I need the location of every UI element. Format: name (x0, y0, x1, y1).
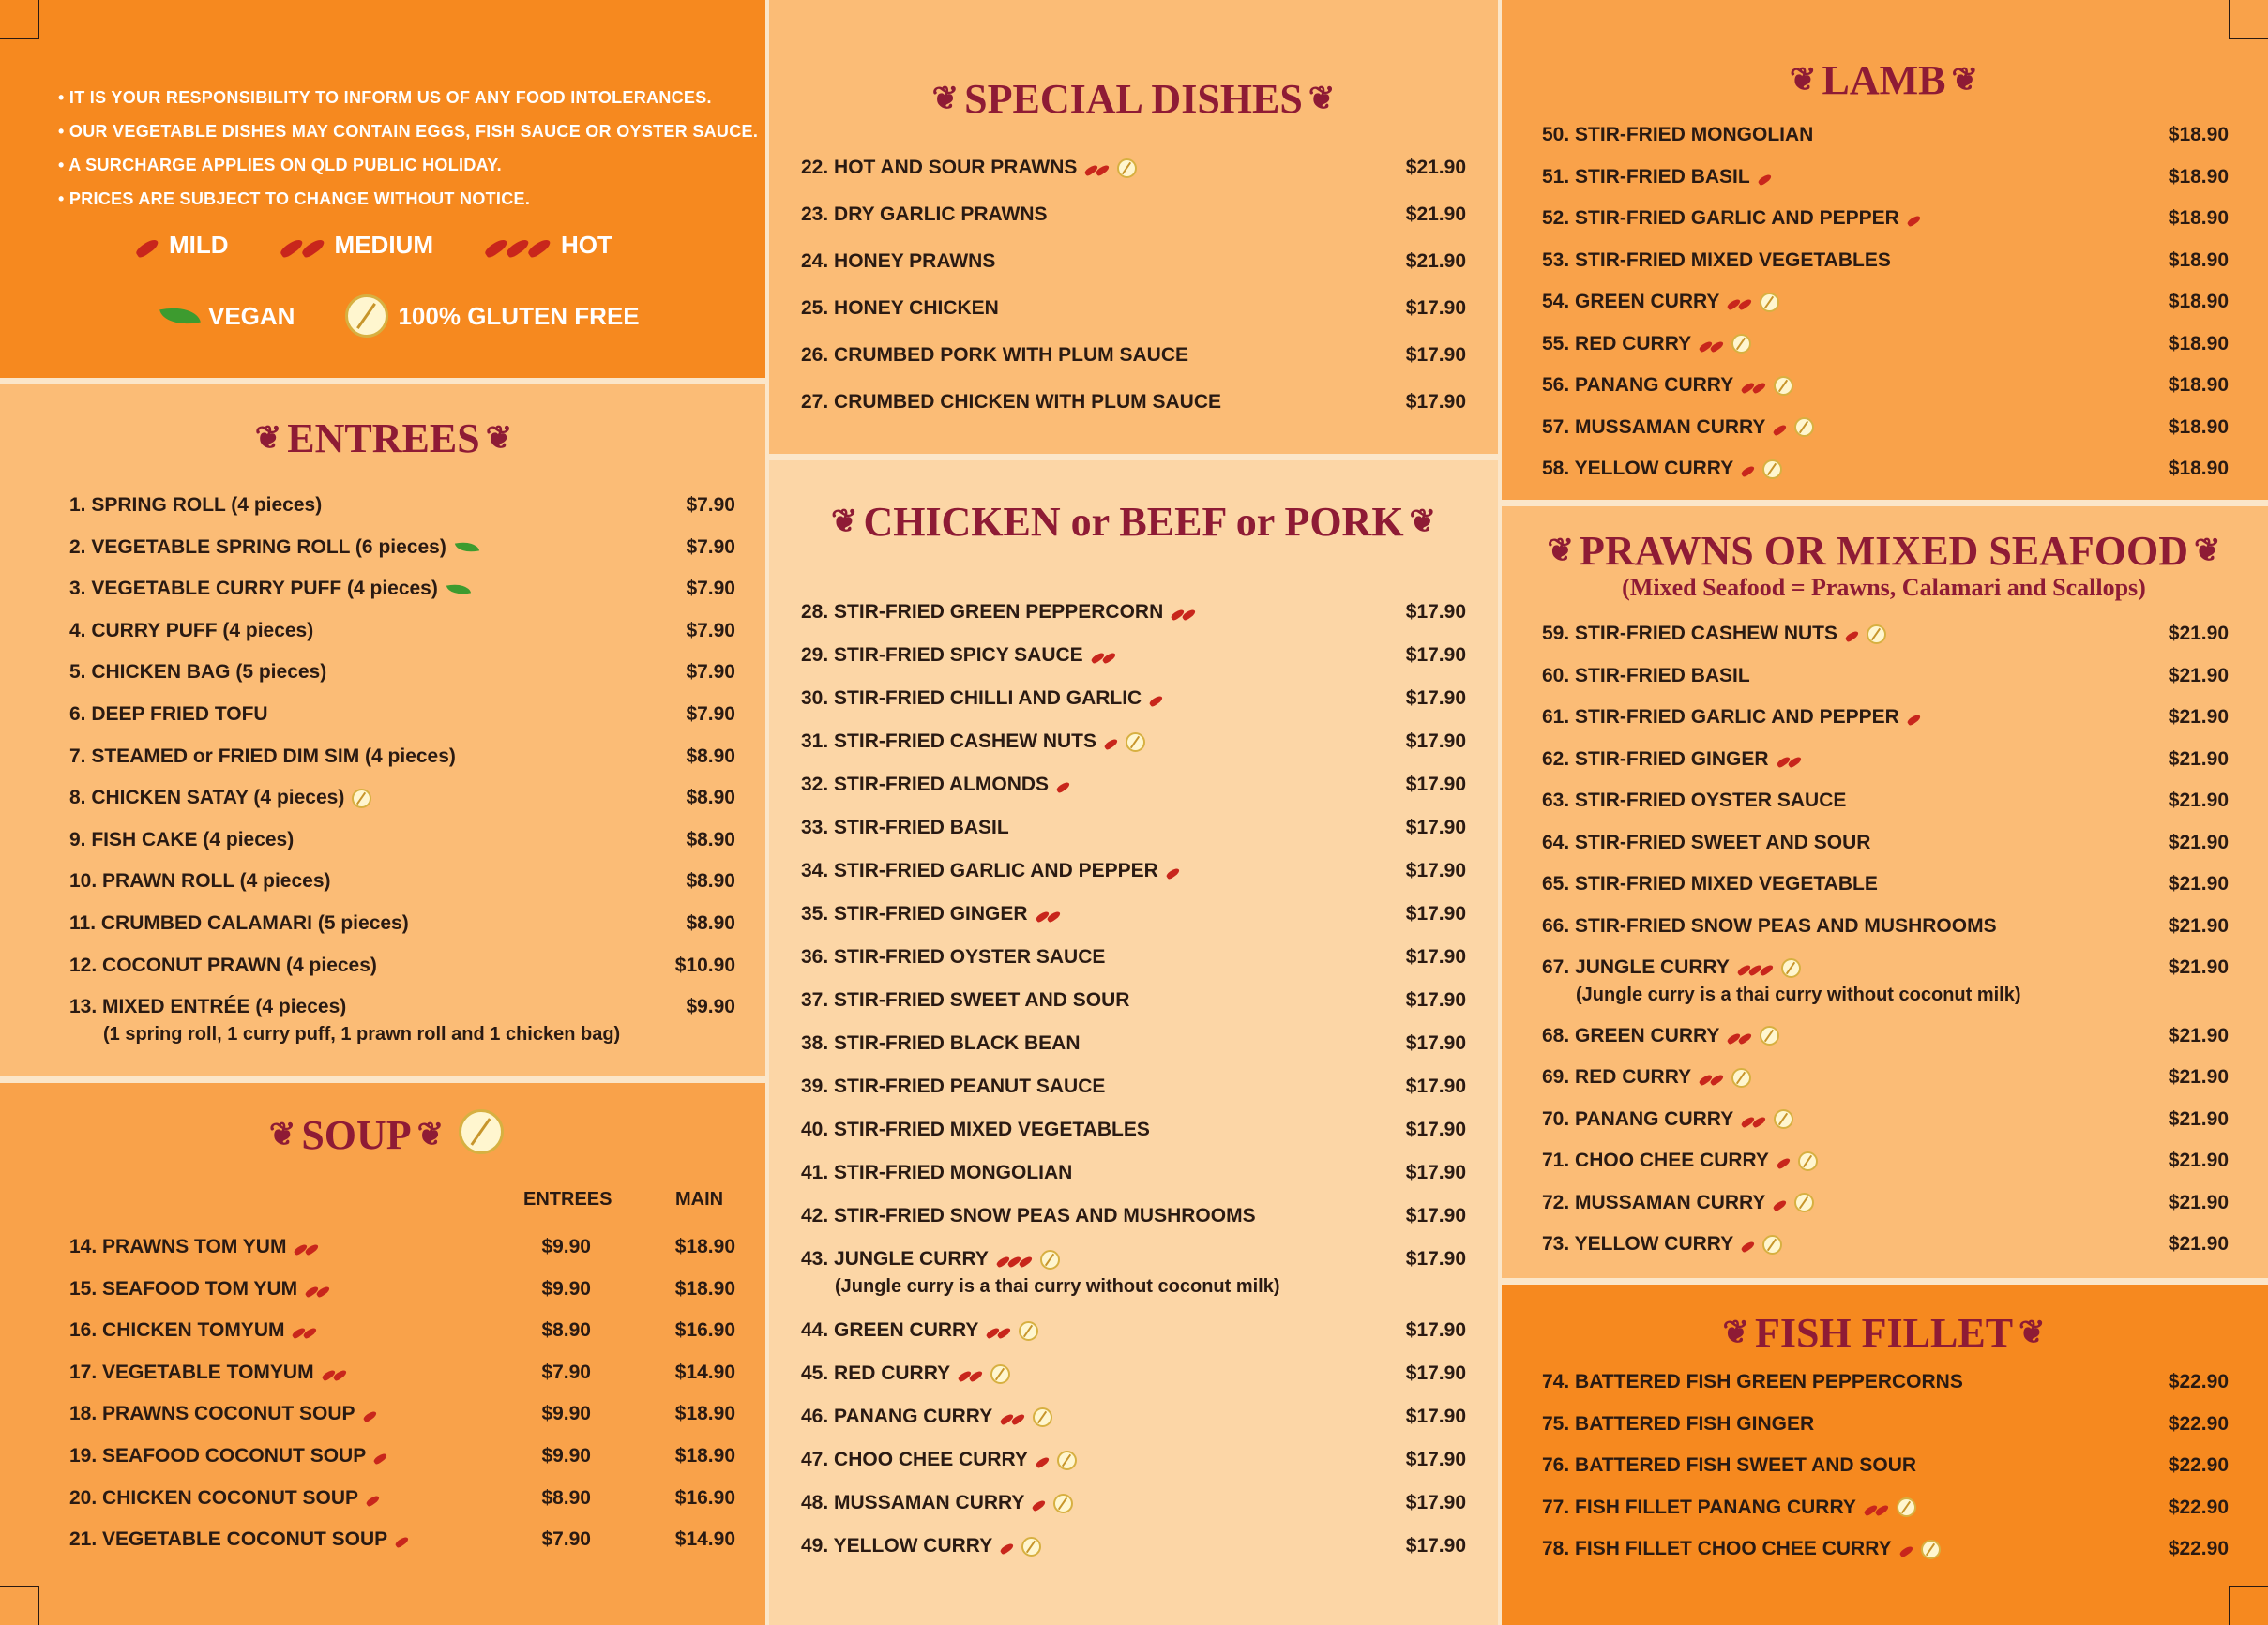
chili-icon (1081, 157, 1110, 179)
chili-icon (1733, 956, 1774, 979)
fish-title: FISH FILLET (1754, 1310, 2014, 1356)
lamb-title: LAMB (1822, 57, 1946, 103)
menu-item-name: 38. STIR-FRIED BLACK BEAN (801, 1032, 1081, 1054)
gluten-free-icon (1774, 1109, 1793, 1129)
menu-item-name: 31. STIR-FRIED CASHEW NUTS (801, 730, 1145, 753)
chili-icon (1773, 1150, 1791, 1172)
soup-entree-price: $9.90 (541, 1403, 591, 1425)
gluten-free-icon (1794, 417, 1814, 437)
leaf-icon (159, 302, 201, 330)
gluten-free-icon (1021, 1537, 1041, 1557)
menu-item-price: $21.90 (2168, 1191, 2229, 1213)
menu-item-price: $21.90 (2168, 1024, 2229, 1046)
chili-icon (290, 1236, 319, 1258)
entrees-section (0, 384, 767, 1076)
chili-icon (996, 1406, 1025, 1428)
menu-item-price: $10.90 (674, 954, 735, 976)
legend-gluten-free-label: 100% GLUTEN FREE (398, 301, 640, 330)
section-title: ❦ SOUP ❦ (0, 1109, 767, 1159)
menu-item-name: 42. STIR-FRIED SNOW PEAS AND MUSHROOMS (801, 1205, 1256, 1226)
menu-item-name: 45. RED CURRY (801, 1362, 1010, 1385)
menu-item-price: $7.90 (686, 703, 735, 725)
menu-item-price: $21.90 (2168, 1066, 2229, 1088)
menu-item-name: 16. CHICKEN TOMYUM (69, 1319, 317, 1342)
gluten-free-icon (1731, 1068, 1751, 1088)
menu-item-price: $8.90 (686, 787, 735, 809)
menu-item-name: 62. STIR-FRIED GINGER (1542, 748, 1802, 771)
menu-item-price: $7.90 (686, 494, 735, 516)
chili-icon (1773, 748, 1802, 771)
chili-icon (1695, 333, 1724, 355)
menu-item-name: 76. BATTERED FISH SWEET AND SOUR (1542, 1454, 1917, 1476)
chicken-beef-pork-section (767, 460, 1500, 1625)
gluten-free-icon (1921, 1540, 1941, 1559)
menu-item-name: 20. CHICKEN COCONUT SOUP (69, 1487, 380, 1510)
gluten-free-icon (1762, 1235, 1782, 1255)
menu-item-note: (Jungle curry is a thai curry without coconut milk) (835, 1276, 1280, 1297)
menu-item-name: 4. CURRY PUFF (4 pieces) (69, 619, 314, 641)
menu-item-name: 52. STIR-FRIED GARLIC AND PEPPER (1542, 207, 1921, 230)
chili-icon (1167, 601, 1196, 624)
crop-mark (0, 1586, 39, 1625)
chili-icon (1032, 1449, 1050, 1471)
menu-item-name: 23. DRY GARLIC PRAWNS (801, 203, 1048, 225)
chili-icon (1737, 458, 1755, 480)
soup-main-price: $14.90 (674, 1528, 735, 1551)
menu-item-price: $7.90 (686, 661, 735, 684)
soup-entree-price: $8.90 (541, 1319, 591, 1342)
gluten-free-icon (352, 789, 371, 808)
crop-mark (2229, 0, 2268, 39)
menu-item-price: $18.90 (2168, 248, 2229, 271)
menu-item-name: 78. FISH FILLET CHOO CHEE CURRY (1542, 1538, 1941, 1560)
menu-item-name: 74. BATTERED FISH GREEN PEPPERCORNS (1542, 1371, 1963, 1392)
menu-item-name: 17. VEGETABLE TOMYUM (69, 1362, 347, 1384)
menu-item-price: $17.90 (1405, 297, 1466, 319)
gluten-free-icon (1057, 1451, 1077, 1470)
special-dishes-section (767, 0, 1500, 454)
menu-item-name: 11. CRUMBED CALAMARI (5 pieces) (69, 912, 409, 934)
gluten-free-icon (1774, 376, 1793, 396)
chili-icon (1032, 903, 1061, 925)
menu-item-name: 10. PRAWN ROLL (4 pieces) (69, 870, 331, 893)
column-divider (765, 0, 769, 1625)
legend-mild-label: MILD (169, 231, 229, 259)
chili-icon (1841, 623, 1859, 645)
menu-item-name: 33. STIR-FRIED BASIL (801, 817, 1009, 838)
chili-icon (1860, 1497, 1889, 1519)
soup-entree-price: $7.90 (541, 1528, 591, 1551)
menu-item-price: $17.90 (1405, 1248, 1466, 1270)
menu-item-name: 75. BATTERED FISH GINGER (1542, 1412, 1815, 1435)
soup-title: SOUP (301, 1112, 412, 1158)
leaf-icon (446, 580, 471, 597)
legend-mild (131, 231, 229, 260)
chili-icon (1903, 207, 1921, 230)
menu-item-name: 77. FISH FILLET PANANG CURRY (1542, 1497, 1916, 1519)
menu-item-name: 29. STIR-FRIED SPICY SAUCE (801, 644, 1116, 667)
gluten-free-icon (990, 1364, 1010, 1384)
menu-item-name: 12. COCONUT PRAWN (4 pieces) (69, 954, 377, 976)
menu-item-price: $17.90 (1405, 1032, 1466, 1054)
chili-icon (480, 231, 552, 260)
menu-item-name: 51. STIR-FRIED BASIL (1542, 166, 1772, 188)
menu-item-price: $17.90 (1405, 989, 1466, 1011)
menu-item-name: 13. MIXED ENTRÉE (4 pieces) (69, 996, 347, 1018)
chili-icon (1737, 1108, 1766, 1131)
chili-icon (1087, 644, 1116, 667)
menu-item-name: 67. JUNGLE CURRY (1542, 956, 1801, 979)
gluten-free-icon (459, 1109, 504, 1154)
menu-item-name: 6. DEEP FRIED TOFU (69, 703, 268, 725)
menu-item-name: 64. STIR-FRIED SWEET AND SOUR (1542, 831, 1871, 853)
menu-item-price: $18.90 (2168, 124, 2229, 145)
legend-hot-label: HOT (560, 231, 612, 259)
chili-icon (954, 1362, 983, 1385)
divider (0, 1076, 767, 1083)
soup-section (0, 1083, 767, 1625)
menu-item-price: $8.90 (686, 745, 735, 767)
menu-item-price: $21.90 (1405, 250, 1466, 272)
chili-icon (359, 1403, 377, 1425)
menu-item-price: $17.90 (1405, 1406, 1466, 1427)
menu-item-name: 48. MUSSAMAN CURRY (801, 1492, 1073, 1514)
menu-item-name: 41. STIR-FRIED MONGOLIAN (801, 1162, 1073, 1183)
menu-item-price: $17.90 (1405, 774, 1466, 795)
chili-icon (1145, 687, 1163, 710)
menu-item-price: $18.90 (2168, 165, 2229, 188)
chili-icon (370, 1445, 387, 1467)
menu-item-name: 36. STIR-FRIED OYSTER SAUCE (801, 946, 1106, 968)
chili-icon (301, 1278, 330, 1301)
gluten-free-icon (1798, 1151, 1818, 1171)
divider (1500, 500, 2268, 506)
gluten-free-icon (1760, 293, 1779, 312)
menu-item-price: $17.90 (1405, 730, 1466, 752)
chili-icon (1903, 706, 1921, 729)
chili-icon (1100, 730, 1118, 753)
menu-item-price: $17.90 (1405, 1205, 1466, 1226)
chili-icon (318, 1362, 347, 1384)
menu-item-price: $17.90 (1405, 903, 1466, 925)
legend-vegan (156, 302, 295, 331)
chili-icon (1695, 1066, 1724, 1089)
menu-item-price: $8.90 (686, 912, 735, 934)
divider (1500, 1278, 2268, 1285)
spice-legend (131, 231, 612, 260)
menu-item-name: 68. GREEN CURRY (1542, 1025, 1779, 1047)
menu-item-name: 3. VEGETABLE CURRY PUFF (4 pieces) (69, 578, 470, 600)
menu-item-price: $21.90 (2168, 831, 2229, 853)
menu-item-price: $21.90 (2168, 1150, 2229, 1171)
soup-entree-price: $9.90 (541, 1236, 591, 1257)
menu-item-name: 30. STIR-FRIED CHILLI AND GARLIC (801, 687, 1163, 710)
chicken-title: CHICKEN or BEEF or PORK (863, 499, 1404, 545)
menu-item-price: $7.90 (686, 619, 735, 641)
menu-item-price: $17.90 (1405, 1319, 1466, 1341)
section-title: ❦ PRAWNS OR MIXED SEAFOOD ❦ (1547, 528, 2221, 574)
menu-item-price: $22.90 (2168, 1496, 2229, 1518)
chili-icon (992, 1248, 1033, 1271)
menu-item-name: 60. STIR-FRIED BASIL (1542, 664, 1750, 686)
soup-entree-price: $9.90 (541, 1445, 591, 1467)
menu-item-price: $21.90 (2168, 873, 2229, 895)
menu-item-price: $17.90 (1405, 1076, 1466, 1097)
menu-item-price: $17.90 (1405, 1162, 1466, 1183)
menu-item-name: 71. CHOO CHEE CURRY (1542, 1150, 1818, 1172)
menu-item-name: 1. SPRING ROLL (4 pieces) (69, 494, 323, 516)
menu-item-name: 47. CHOO CHEE CURRY (801, 1449, 1077, 1471)
menu-item-price: $17.90 (1405, 860, 1466, 881)
menu-item-name: 63. STIR-FRIED OYSTER SAUCE (1542, 790, 1847, 811)
chili-icon (1723, 291, 1752, 313)
soup-main-price: $18.90 (674, 1445, 735, 1467)
menu-item-name: 73. YELLOW CURRY (1542, 1233, 1782, 1256)
soup-col-entrees: ENTREES (523, 1189, 612, 1210)
prawns-seafood-section (1500, 506, 2268, 1278)
chili-icon (1737, 1233, 1755, 1256)
menu-item-name: 59. STIR-FRIED CASHEW NUTS (1542, 623, 1886, 645)
fish-fillet-section (1500, 1285, 2268, 1625)
gluten-free-icon (1117, 158, 1137, 178)
gluten-free-icon (345, 294, 388, 338)
menu-item-name: 56. PANANG CURRY (1542, 374, 1793, 397)
menu-item-price: $21.90 (2168, 706, 2229, 728)
column-divider (1498, 0, 1502, 1625)
menu-item-note: (1 spring roll, 1 curry puff, 1 prawn roll and 1 chicken bag) (103, 1024, 621, 1046)
menu-item-name: 22. HOT AND SOUR PRAWNS (801, 157, 1137, 179)
gluten-free-icon (1781, 958, 1801, 978)
menu-item-price: $17.90 (1405, 817, 1466, 838)
menu-item-name: 58. YELLOW CURRY (1542, 458, 1782, 480)
diet-legend (156, 294, 640, 338)
menu-item-name: 7. STEAMED or FRIED DIM SIM (4 pieces) (69, 745, 456, 767)
menu-item-price: $17.90 (1405, 1492, 1466, 1513)
menu-item-name: 37. STIR-FRIED SWEET AND SOUR (801, 989, 1130, 1011)
chili-icon (996, 1535, 1014, 1557)
menu-item-price: $17.90 (1405, 1362, 1466, 1384)
menu-item-price: $17.90 (1405, 946, 1466, 968)
soup-entree-price: $8.90 (541, 1486, 591, 1509)
legend-vegan-label: VEGAN (208, 301, 295, 330)
menu-item-name: 66. STIR-FRIED SNOW PEAS AND MUSHROOMS (1542, 914, 1997, 937)
menu-item-name: 15. SEAFOOD TOM YUM (69, 1278, 330, 1301)
chili-icon (131, 231, 159, 260)
gluten-free-icon (1731, 334, 1751, 354)
soup-entree-price: $9.90 (541, 1277, 591, 1300)
chili-icon (391, 1528, 409, 1551)
soup-main-price: $18.90 (674, 1236, 735, 1257)
menu-item-name: 43. JUNGLE CURRY (801, 1248, 1060, 1271)
menu-item-name: 39. STIR-FRIED PEANUT SAUCE (801, 1076, 1106, 1097)
section-title: ❦ SPECIAL DISHES ❦ (931, 76, 1336, 122)
menu-item-price: $17.90 (1405, 391, 1466, 413)
menu-item-price: $17.90 (1405, 687, 1466, 709)
menu-item-price: $17.90 (1405, 1535, 1466, 1557)
menu-item-price: $17.90 (1405, 344, 1466, 366)
menu-item-price: $21.90 (2168, 1233, 2229, 1255)
menu-item-price: $21.90 (2168, 956, 2229, 978)
soup-main-price: $18.90 (674, 1403, 735, 1425)
menu-item-name: 46. PANANG CURRY (801, 1406, 1052, 1428)
gluten-free-icon (1794, 1193, 1814, 1212)
menu-item-price: $22.90 (2168, 1538, 2229, 1559)
menu-item-name: 44. GREEN CURRY (801, 1319, 1038, 1342)
menu-item-price: $21.90 (2168, 914, 2229, 937)
menu-item-name: 27. CRUMBED CHICKEN WITH PLUM SAUCE (801, 391, 1222, 413)
chili-icon (276, 231, 325, 260)
menu-item-price: $21.90 (1405, 203, 1466, 225)
special-title: SPECIAL DISHES (964, 76, 1303, 122)
menu-item-price: $18.90 (2168, 415, 2229, 438)
menu-item-name: 18. PRAWNS COCONUT SOUP (69, 1403, 377, 1425)
prawns-subtitle: (Mixed Seafood = Prawns, Calamari and Scallops) (1622, 574, 2146, 601)
chili-icon (1162, 860, 1180, 882)
notice-item: • PRICES ARE SUBJECT TO CHANGE WITHOUT NOTICE. (58, 182, 758, 216)
menu-item-price: $17.90 (1405, 1119, 1466, 1140)
crop-mark (2229, 1586, 2268, 1625)
menu-item-name: 21. VEGETABLE COCONUT SOUP (69, 1528, 409, 1551)
menu-item-name: 57. MUSSAMAN CURRY (1542, 416, 1814, 439)
chili-icon (1896, 1538, 1913, 1560)
menu-item-name: 14. PRAWNS TOM YUM (69, 1236, 319, 1258)
section-title: ❦ FISH FILLET ❦ (1722, 1310, 2046, 1356)
menu-item-name: 25. HONEY CHICKEN (801, 297, 999, 319)
gluten-free-icon (1033, 1407, 1052, 1427)
menu-item-price: $17.90 (1405, 601, 1466, 623)
menu-item-price: $7.90 (686, 578, 735, 600)
menu-item-name: 19. SEAFOOD COCONUT SOUP (69, 1445, 387, 1467)
menu-item-name: 2. VEGETABLE SPRING ROLL (6 pieces) (69, 536, 478, 559)
gluten-free-icon (1053, 1494, 1073, 1513)
legend-medium (276, 231, 433, 260)
menu-item-name: 49. YELLOW CURRY (801, 1535, 1041, 1557)
lamb-section (1500, 0, 2268, 500)
prawns-title: PRAWNS OR MIXED SEAFOOD (1579, 528, 2189, 574)
crop-mark (0, 0, 39, 39)
menu-item-price: $18.90 (2168, 458, 2229, 479)
menu-item-price: $9.90 (686, 996, 735, 1018)
menu-item-name: 72. MUSSAMAN CURRY (1542, 1192, 1814, 1214)
chili-icon (1723, 1025, 1752, 1047)
soup-main-price: $14.90 (674, 1361, 735, 1383)
notice-list (58, 81, 758, 216)
menu-item-name: 5. CHICKEN BAG (5 pieces) (69, 661, 327, 684)
menu-item-price: $7.90 (686, 535, 735, 558)
legend-gluten-free (341, 294, 639, 338)
menu-item-price: $22.90 (2168, 1371, 2229, 1392)
menu-item-price: $18.90 (2168, 374, 2229, 396)
legend-hot (480, 231, 612, 260)
menu-item-price: $21.90 (2168, 790, 2229, 811)
menu-item-name: 61. STIR-FRIED GARLIC AND PEPPER (1542, 706, 1921, 729)
menu-item-price: $17.90 (1405, 1449, 1466, 1470)
menu-item-name: 54. GREEN CURRY (1542, 291, 1779, 313)
entrees-title: ENTREES (287, 415, 480, 461)
menu-item-price: $17.90 (1405, 644, 1466, 666)
gluten-free-icon (1040, 1250, 1060, 1270)
menu-item-price: $18.90 (2168, 332, 2229, 354)
menu-item-name: 8. CHICKEN SATAY (4 pieces) (69, 787, 371, 809)
section-title: ❦ LAMB ❦ (1790, 57, 1978, 103)
notice-item: • OUR VEGETABLE DISHES MAY CONTAIN EGGS, FISH SAUCE OR OYSTER SAUCE. (58, 114, 758, 148)
notice-item: • A SURCHARGE APPLIES ON QLD PUBLIC HOLIDAY. (58, 148, 758, 182)
leaf-icon (455, 539, 479, 556)
menu-item-name: 35. STIR-FRIED GINGER (801, 903, 1061, 925)
gluten-free-icon (1897, 1497, 1916, 1517)
soup-main-price: $16.90 (674, 1319, 735, 1342)
legend-medium-label: MEDIUM (334, 231, 433, 259)
soup-col-main: MAIN (675, 1189, 724, 1210)
menu-item-name: 32. STIR-FRIED ALMONDS (801, 774, 1070, 796)
info-panel (0, 0, 767, 378)
menu-item-price: $8.90 (686, 870, 735, 893)
gluten-free-icon (1867, 624, 1886, 644)
divider (767, 454, 1500, 460)
chili-icon (1769, 1192, 1787, 1214)
menu-item-name: 50. STIR-FRIED MONGOLIAN (1542, 124, 1814, 145)
menu-item-name: 34. STIR-FRIED GARLIC AND PEPPER (801, 860, 1180, 882)
menu-item-name: 69. RED CURRY (1542, 1066, 1751, 1089)
chili-icon (362, 1487, 380, 1510)
menu-item-price: $22.90 (2168, 1454, 2229, 1476)
menu-item-price: $21.90 (2168, 664, 2229, 686)
chili-icon (288, 1319, 317, 1342)
section-title: ❦ CHICKEN or BEEF or PORK ❦ (830, 499, 1437, 545)
gluten-free-icon (1762, 459, 1782, 479)
menu-item-price: $18.90 (2168, 291, 2229, 312)
menu-item-note: (Jungle curry is a thai curry without coconut milk) (1576, 985, 2021, 1005)
menu-item-name: 53. STIR-FRIED MIXED VEGETABLES (1542, 248, 1891, 271)
menu-item-price: $18.90 (2168, 207, 2229, 229)
divider (0, 378, 767, 384)
menu-item-price: $21.90 (2168, 623, 2229, 644)
menu-item-price: $21.90 (2168, 1107, 2229, 1130)
menu-item-name: 9. FISH CAKE (4 pieces) (69, 828, 295, 850)
menu-item-name: 65. STIR-FRIED MIXED VEGETABLE (1542, 873, 1878, 895)
chili-icon (1769, 416, 1787, 439)
chili-icon (1052, 774, 1070, 796)
menu-item-name: 24. HONEY PRAWNS (801, 250, 996, 272)
gluten-free-icon (1760, 1026, 1779, 1046)
chili-icon (1754, 166, 1772, 188)
menu-item-price: $21.90 (1405, 157, 1466, 178)
menu-item-name: 70. PANANG CURRY (1542, 1108, 1793, 1131)
menu-item-price: $8.90 (686, 828, 735, 850)
gluten-free-icon (1019, 1321, 1038, 1341)
gluten-free-icon (1126, 732, 1145, 752)
menu-item-name: 55. RED CURRY (1542, 333, 1751, 355)
chili-icon (1737, 374, 1766, 397)
menu-item-price: $22.90 (2168, 1412, 2229, 1435)
notice-item: • IT IS YOUR RESPONSIBILITY TO INFORM US OF ANY FOOD INTOLERANCES. (58, 81, 758, 114)
menu-item-price: $21.90 (2168, 747, 2229, 770)
chili-icon (982, 1319, 1011, 1342)
menu-item-name: 28. STIR-FRIED GREEN PEPPERCORN (801, 601, 1196, 624)
section-title: ❦ ENTREES ❦ (254, 415, 513, 461)
soup-main-price: $16.90 (674, 1486, 735, 1509)
menu-item-name: 26. CRUMBED PORK WITH PLUM SAUCE (801, 344, 1189, 366)
soup-entree-price: $7.90 (541, 1361, 591, 1383)
menu-item-name: 40. STIR-FRIED MIXED VEGETABLES (801, 1119, 1150, 1140)
chili-icon (1028, 1492, 1046, 1514)
soup-main-price: $18.90 (674, 1277, 735, 1300)
